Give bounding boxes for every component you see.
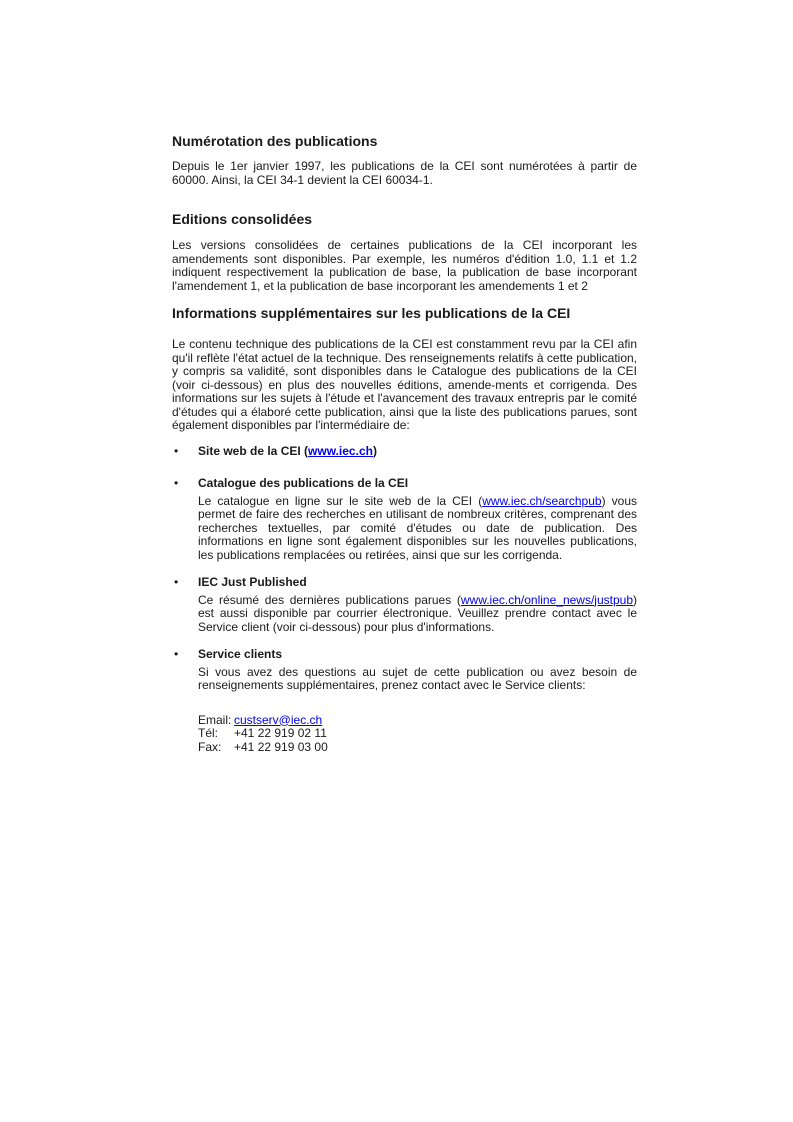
bullet-item-site-web bbox=[172, 445, 637, 459]
heading-informations-supplementaires: Informations supplémentaires sur les publications de la CEI bbox=[172, 305, 571, 321]
heading-editions-consolidees: Editions consolidées bbox=[172, 211, 313, 227]
contact-email-label: Email: bbox=[198, 712, 232, 727]
bullet-site-web-text-close: ) bbox=[372, 443, 377, 458]
bullet-item-just-published bbox=[172, 576, 637, 634]
heading-numerotation-publications: Numérotation des publications bbox=[172, 133, 378, 149]
bullet-icon: • bbox=[174, 443, 179, 458]
paragraph-editions-consolidees: Les versions consolidées de certaines publications de la CEI incorporant les amendements sont disponibles. Par exemple, les numéros d'édition 1.0, 1.1 et 1.2 indiquent respectivement la publication de base, la publication de base incorporant l'amendement 1, et la publication de base incorporant les amendements 1 et 2 bbox=[172, 238, 637, 293]
link-custserv-email[interactable]: custserv@iec.ch bbox=[234, 712, 323, 727]
contact-fax-row bbox=[198, 741, 637, 755]
link-iec-justpub[interactable]: www.iec.ch/online_news/justpub bbox=[460, 592, 633, 607]
contact-tel-value: +41 22 919 02 11 bbox=[234, 726, 327, 740]
catalogue-body-text: Le catalogue en ligne sur le site web de la CEI ( bbox=[198, 493, 483, 508]
bullet-icon: • bbox=[174, 476, 179, 490]
document-content bbox=[172, 133, 637, 754]
link-iec-searchpub[interactable]: www.iec.ch/searchpub bbox=[482, 493, 602, 508]
bullet-icon: • bbox=[174, 575, 179, 589]
bullet-label-just-published: IEC Just Published bbox=[198, 575, 307, 589]
bullet-site-web-text: Site web de la CEI ( bbox=[198, 443, 309, 458]
just-published-body-text-after: ) est aussi disponible par courrier électronique. Veuillez prendre contact avec le Service client (voir ci-dessous) pour plus d'informations. bbox=[198, 592, 637, 634]
paragraph-numerotation: Depuis le 1er janvier 1997, les publications de la CEI sont numérotées à partir de 60000. Ainsi, la CEI 34-1 devient la CEI 60034-1. bbox=[172, 159, 637, 187]
contact-fax-value: +41 22 919 03 00 bbox=[234, 739, 328, 754]
bullet-label-service-clients: Service clients bbox=[198, 647, 283, 661]
bullet-body-catalogue bbox=[198, 495, 637, 563]
bullet-item-catalogue bbox=[172, 477, 637, 562]
contact-fax-label: Fax: bbox=[198, 739, 222, 754]
contact-tel-row bbox=[198, 727, 637, 741]
contact-block bbox=[172, 714, 637, 755]
contact-email-value bbox=[234, 714, 637, 728]
paragraph-informations-supplementaires: Le contenu technique des publications de la CEI est constamment revu par la CEI afin qu'il reflète l'état actuel de la technique. Des renseignements relatifs à cette publication, y compris sa validité, sont disponibles dans le Catalogue des publications de la CEI (voir ci-dessous) en plus des nouvelles éditions, amende-ments et corrigenda. Des informations sur les sujets à l'étude et l'avancement des travaux entrepris par le comité d'études qui a élaboré cette publication, ainsi que la liste des publications parues, sont également disponibles par l'intermédiaire de: bbox=[172, 337, 637, 432]
just-published-body-text: Ce résumé des dernières publications parues ( bbox=[198, 592, 461, 607]
bullet-item-service-clients bbox=[172, 648, 637, 693]
catalogue-body-text-after: ) vous permet de faire des recherches en utilisant de nombreux critères, comprenant des recherches textuelles, par comité d'études ou date de publication. Des informations en ligne sont également disponibles sur les nouvelles publications, les publications remplacées ou retirées, ainsi que sur les corrigenda. bbox=[198, 493, 637, 562]
bullet-icon: • bbox=[174, 647, 179, 661]
bullet-body-service-clients: Si vous avez des questions au sujet de cette publication ou avez besoin de renseignements supplémentaires, prenez contact avec le Service clients: bbox=[198, 664, 637, 692]
link-iec-website[interactable]: www.iec.ch bbox=[308, 443, 373, 458]
bullet-label-site-web bbox=[198, 445, 637, 459]
contact-email-row bbox=[198, 714, 637, 728]
bullet-body-just-published bbox=[198, 594, 637, 635]
info-bullet-list bbox=[172, 445, 637, 693]
contact-tel-label: Tél: bbox=[198, 726, 219, 740]
bullet-label-catalogue: Catalogue des publications de la CEI bbox=[198, 476, 409, 490]
